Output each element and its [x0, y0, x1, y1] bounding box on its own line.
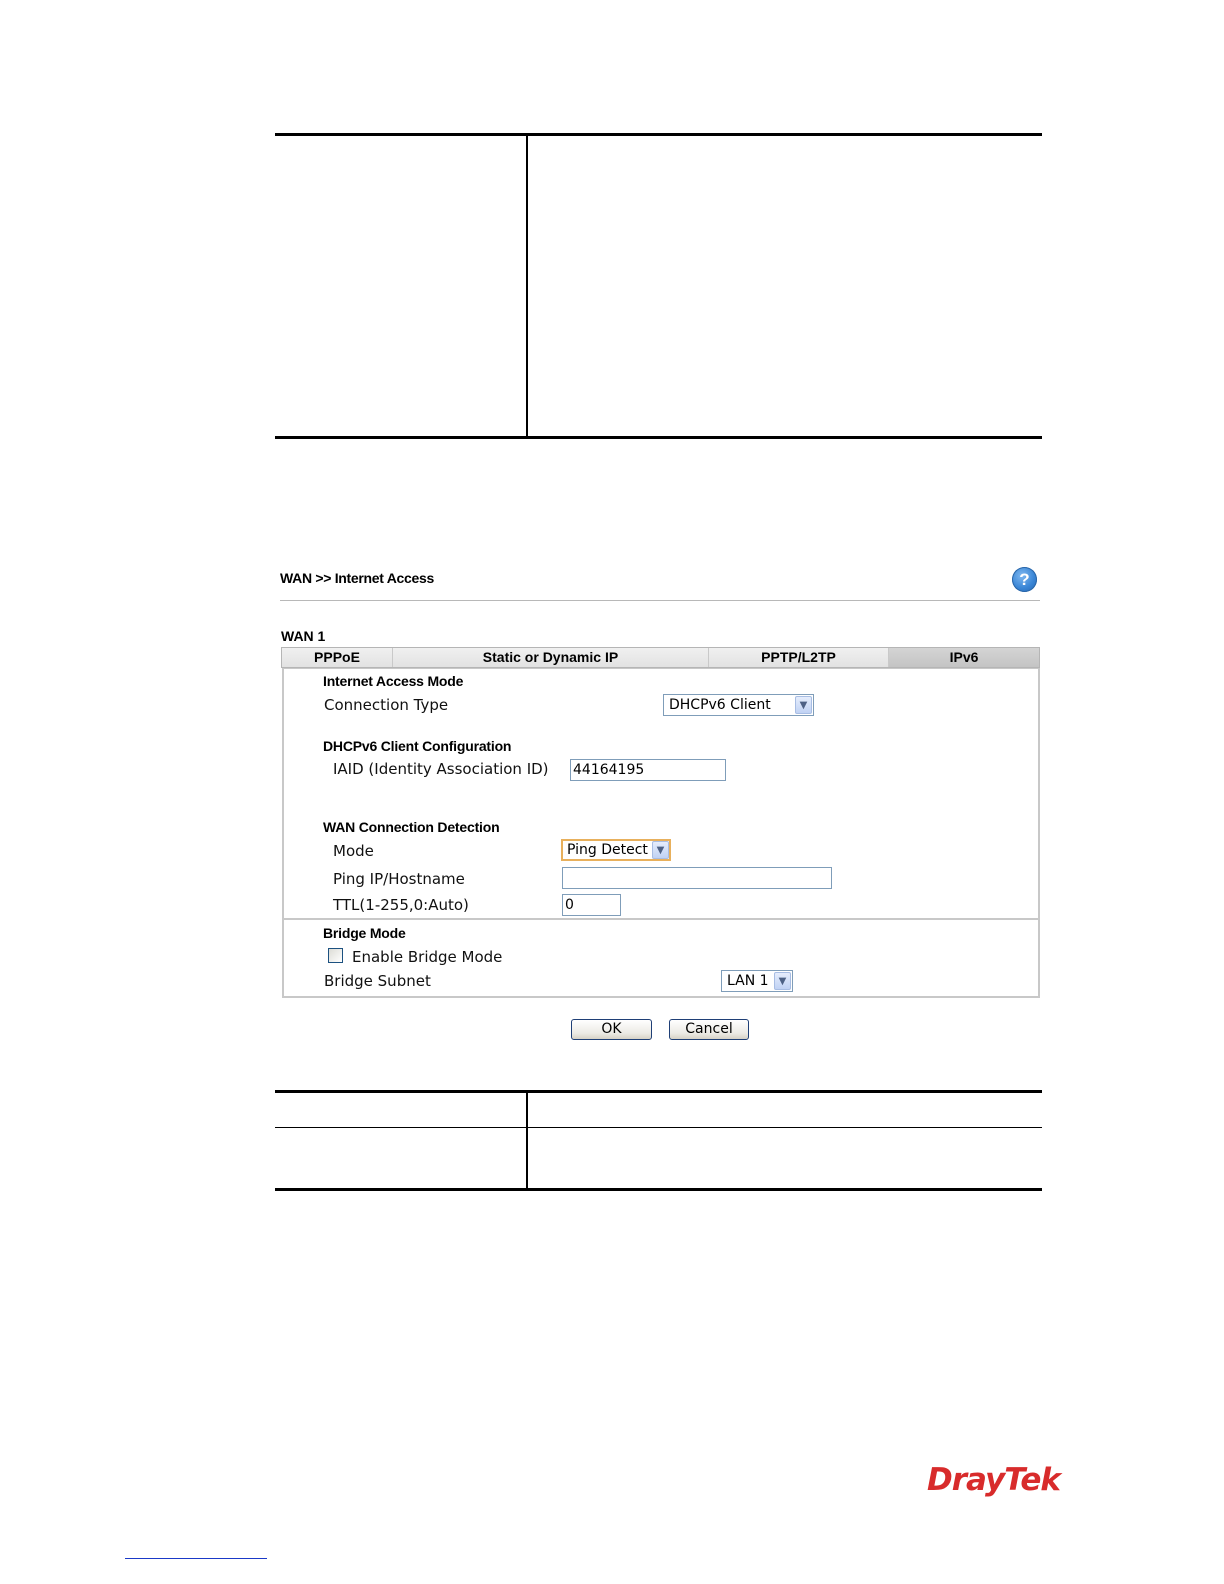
chevron-down-icon: ▼: [652, 841, 669, 859]
connection-type-select[interactable]: [663, 694, 814, 716]
ok-button[interactable]: OK: [571, 1019, 652, 1040]
ping-hostname-input[interactable]: [562, 867, 832, 889]
ttl-label: TTL(1-255,0:Auto): [333, 896, 469, 914]
bridge-subnet-label: Bridge Subnet: [324, 972, 431, 990]
ttl-input[interactable]: 0: [562, 894, 621, 916]
enable-bridge-label: Enable Bridge Mode: [352, 948, 503, 966]
cancel-button[interactable]: Cancel: [669, 1019, 749, 1040]
footer-link-underline: [125, 1558, 267, 1559]
top-table: [275, 133, 1042, 440]
chevron-down-icon: ▼: [795, 696, 812, 714]
tab-ipv6[interactable]: IPv6: [889, 648, 1039, 667]
page-title: WAN >> Internet Access: [280, 570, 434, 586]
bottom-table: [275, 1090, 1042, 1191]
iaid-input[interactable]: 44164195: [570, 759, 726, 781]
bottom-table-top-rule: [275, 1090, 1042, 1093]
internet-access-mode-title: Internet Access Mode: [323, 673, 464, 689]
help-question-icon[interactable]: ?: [1012, 567, 1037, 592]
detection-mode-value: Ping Detect: [567, 842, 648, 858]
draytek-logo: DrayTek: [927, 1462, 1060, 1498]
enable-bridge-checkbox[interactable]: [328, 948, 343, 963]
chevron-down-icon: ▼: [774, 972, 791, 990]
title-divider: [280, 600, 1040, 601]
wan-label: WAN 1: [281, 628, 326, 644]
bottom-table-column-divider: [526, 1093, 528, 1189]
top-table-top-rule: [275, 133, 1042, 136]
connection-type-value: DHCPv6 Client: [669, 697, 771, 713]
bridge-mode-title: Bridge Mode: [323, 925, 406, 941]
bridge-subnet-select[interactable]: [721, 970, 793, 992]
detection-mode-label: Mode: [333, 842, 374, 860]
wan-internet-access-panel: [280, 565, 1042, 1050]
tab-pptp-l2tp[interactable]: PPTP/L2TP: [709, 648, 889, 667]
wan-detection-title: WAN Connection Detection: [323, 819, 500, 835]
top-table-column-divider: [526, 136, 528, 438]
bottom-table-row-rule: [275, 1127, 1042, 1128]
connection-tabs: [281, 647, 1040, 668]
dhcpv6-config-title: DHCPv6 Client Configuration: [323, 738, 512, 754]
tab-pppoe[interactable]: PPPoE: [282, 648, 393, 667]
iaid-label: IAID (Identity Association ID): [333, 760, 549, 778]
tab-static-dynamic-ip[interactable]: Static or Dynamic IP: [393, 648, 709, 667]
detection-mode-select[interactable]: [561, 839, 671, 861]
top-table-bottom-rule: [275, 436, 1042, 439]
bottom-table-bottom-rule: [275, 1188, 1042, 1191]
bridge-subnet-value: LAN 1: [727, 973, 769, 989]
connection-type-label: Connection Type: [324, 696, 449, 714]
ping-hostname-label: Ping IP/Hostname: [333, 870, 465, 888]
